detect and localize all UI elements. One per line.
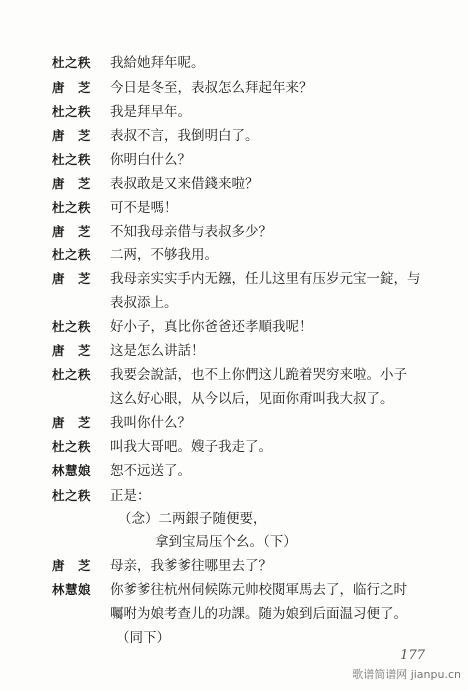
speech-text: 我叫你什么？ bbox=[110, 415, 191, 431]
speech-text: 表叔敢是又来借錢来啦？ bbox=[110, 176, 259, 192]
speech-continuation: 这么好心眼，从今以后，见面你甭叫我大叔了。 bbox=[110, 391, 394, 407]
page-number: 177 bbox=[400, 648, 425, 663]
speaker-name: 唐 芝 bbox=[52, 271, 92, 286]
speech-text: 好小子，真比你爸爸还孝順我呢！ bbox=[110, 319, 313, 335]
speech-text: 你明白什么？ bbox=[110, 152, 191, 168]
speaker-name: 杜之秩 bbox=[52, 319, 92, 334]
speaker-name: 杜之秩 bbox=[52, 55, 92, 70]
speech-text: 不知我母亲借与表叔多少？ bbox=[110, 224, 272, 240]
speech-text: 我母亲实实手内无鏹，任儿这里有压岁元宝一錠，与 bbox=[110, 271, 421, 287]
speaker-name: 杜之秩 bbox=[52, 439, 92, 454]
speech-text: 我是拜早年。 bbox=[110, 104, 191, 120]
poem-line: （念）二两銀子随便要， bbox=[118, 511, 267, 527]
speech-text: 恕不远送了。 bbox=[110, 463, 191, 479]
speaker-name: 杜之秩 bbox=[52, 200, 92, 215]
speech-text: 这是怎么讲話！ bbox=[110, 343, 205, 359]
speech-text: 你爹爹往杭州伺候陈元帅校閱軍馬去了，临行之时 bbox=[110, 582, 407, 598]
speech-text: 可不是嗎！ bbox=[110, 200, 178, 216]
speaker-name: 唐 芝 bbox=[52, 415, 92, 430]
speaker-name: 林慧娘 bbox=[52, 582, 92, 597]
speech-continuation: 囑咐为娘考查儿的功課。随为娘到后面温习便了。 bbox=[110, 606, 407, 622]
stage-direction: （同下） bbox=[116, 630, 170, 646]
speaker-name: 林慧娘 bbox=[52, 463, 92, 478]
speaker-name: 唐 芝 bbox=[52, 558, 92, 573]
speaker-name: 杜之秩 bbox=[52, 152, 92, 167]
speech-continuation: 表叔添上。 bbox=[110, 295, 178, 311]
speech-text: 我要会說話，也不上你們这儿跪着哭穷来啦。小子 bbox=[110, 367, 407, 383]
speech-text: 叫我大哥吧。嫂子我走了。 bbox=[110, 439, 272, 455]
speaker-name: 杜之秩 bbox=[52, 367, 92, 382]
speaker-name: 唐 芝 bbox=[52, 176, 92, 191]
speaker-name: 杜之秩 bbox=[52, 104, 92, 119]
speech-text: 二两，不够我用。 bbox=[110, 247, 218, 263]
speech-text: 我給她拜年呢。 bbox=[110, 55, 205, 71]
speech-text: 今日是冬至，表叔怎么拜起年来？ bbox=[110, 80, 313, 96]
speaker-name: 杜之秩 bbox=[52, 488, 92, 503]
speaker-name: 杜之秩 bbox=[52, 247, 92, 262]
speech-text: 正是： bbox=[110, 488, 151, 504]
speaker-name: 唐 芝 bbox=[52, 343, 92, 358]
speech-text: 表叔不言，我倒明白了。 bbox=[110, 128, 259, 144]
speech-text: 母亲，我爹爹往哪里去了？ bbox=[110, 558, 272, 574]
speaker-name: 唐 芝 bbox=[52, 80, 92, 95]
poem-line: 拿到宝局压个幺。（下） bbox=[155, 534, 297, 550]
speaker-name: 唐 芝 bbox=[52, 128, 92, 143]
watermark: 歌谱简谱网 jianpu.cn bbox=[352, 668, 461, 681]
speaker-name: 唐 芝 bbox=[52, 224, 92, 239]
